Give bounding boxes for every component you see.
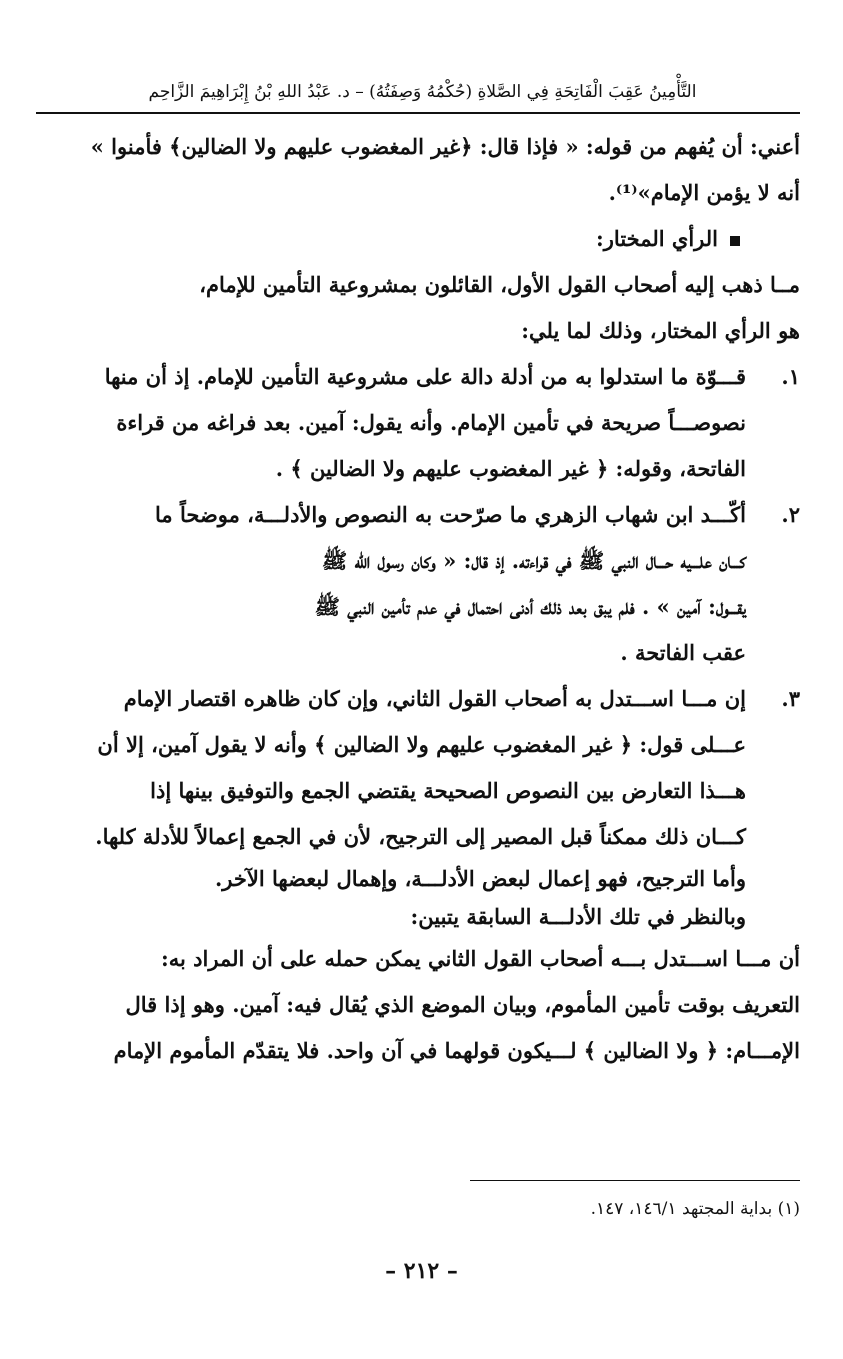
list-item-number: ١.	[781, 364, 800, 389]
text-line: يقـــول: آمين » . فلم يبق بعد ذلك أدنى احتمال في عدم تأمين النبي ﷺ	[314, 594, 746, 619]
page-body	[36, 124, 800, 1074]
square-bullet-icon	[730, 236, 740, 246]
footnote-rule	[470, 1180, 800, 1181]
list-item	[36, 676, 800, 722]
list-item-text: إن مـــا اســـتدل به أصحاب القول الثاني، وإن كان ظاهره اقتصار الإمام	[123, 686, 746, 711]
text-line: وبالنظر في تلك الأدلـــة السابقة يتبين:	[410, 904, 746, 929]
list-item-text: أكّـــد ابن شهاب الزهري ما صرّحت به النصوص والأدلـــة، موضحاً ما	[155, 502, 746, 527]
page-number: – ٢١٢ –	[385, 1258, 458, 1284]
list-item-number: ٣.	[781, 686, 800, 711]
text-line: هـــذا التعارض بين النصوص الصحيحة يقتضي الجمع والتوفيق بينها إذا	[150, 778, 746, 803]
text-line: وأما الترجيح، فهو إعمال لبعض الأدلـــة، وإهمال لبعضها الآخر.	[215, 866, 746, 891]
text-line: أعني: أن يُفهم من قوله: « فإذا قال: ﴿غير المغضوب عليهم ولا الضالين﴾ فأمنوا »	[90, 134, 800, 159]
list-item-text: قـــوّة ما استدلوا به من أدلة دالة على مشروعية التأمين للإمام. إذ أن منها	[104, 364, 746, 389]
footnote: (١) بداية المجتهد ١٤٦/١، ١٤٧.	[590, 1199, 800, 1219]
text-line: عـــلى قول: ﴿ غير المغضوب عليهم ولا الضالين ﴾ وأنه لا يقول آمين، إلا أن	[97, 732, 746, 757]
text-line: الفاتحة، وقوله: ﴿ غير المغضوب عليهم ولا الضالين ﴾ .	[275, 456, 746, 481]
text-line: نصوصـــاً صريحة في تأمين الإمام. وأنه يقول: آمين. بعد فراغه من قراءة	[116, 410, 746, 435]
section-heading	[36, 216, 800, 262]
section-heading-label: الرأي المختار:	[596, 226, 718, 251]
text-line: عقب الفاتحة .	[620, 640, 746, 665]
list-item-number: ٢.	[781, 502, 800, 527]
list-item	[36, 492, 800, 538]
running-header: التَّأْمِينُ عَقِبَ الْفَاتِحَةِ فِي الصَّلاةِ (حُكْمُهُ وَصِفَتُهُ) – د. عَبْدُ اللهِ بْنُ إِبْرَاهِيمَ الزَّاحِم	[148, 82, 697, 102]
text-line: التعريف بوقت تأمين المأموم، وبيان الموضع الذي يُقال فيه: آمين. وهو إذا قال	[125, 992, 800, 1017]
text-line: مــا ذهب إليه أصحاب القول الأول، القائلون بمشروعية التأمين للإمام،	[199, 272, 800, 297]
list-item	[36, 354, 800, 400]
text-line: كـــان ذلك ممكناً قبل المصير إلى الترجيح، لأن في الجمع إعمالاً للأدلة كلها.	[95, 824, 746, 849]
text-line: هو الرأي المختار، وذلك لما يلي:	[521, 318, 800, 343]
text-line: كـــان علـــيه حـــال النبي ﷺ في قراءته. إذ قال: « وكان رسول الله ﷺ	[321, 548, 746, 573]
text-line: أن مـــا اســـتدل بـــه أصحاب القول الثاني يمكن حمله على أن المراد به:	[161, 946, 800, 971]
header-rule	[36, 112, 800, 114]
text-line: أنه لا يؤمن الإمام»⁽¹⁾.	[608, 180, 800, 205]
text-line: الإمـــام: ﴿ ولا الضالين ﴾ لـــيكون قولهما في آن واحد. فلا يتقدّم المأموم الإمام	[113, 1038, 800, 1063]
